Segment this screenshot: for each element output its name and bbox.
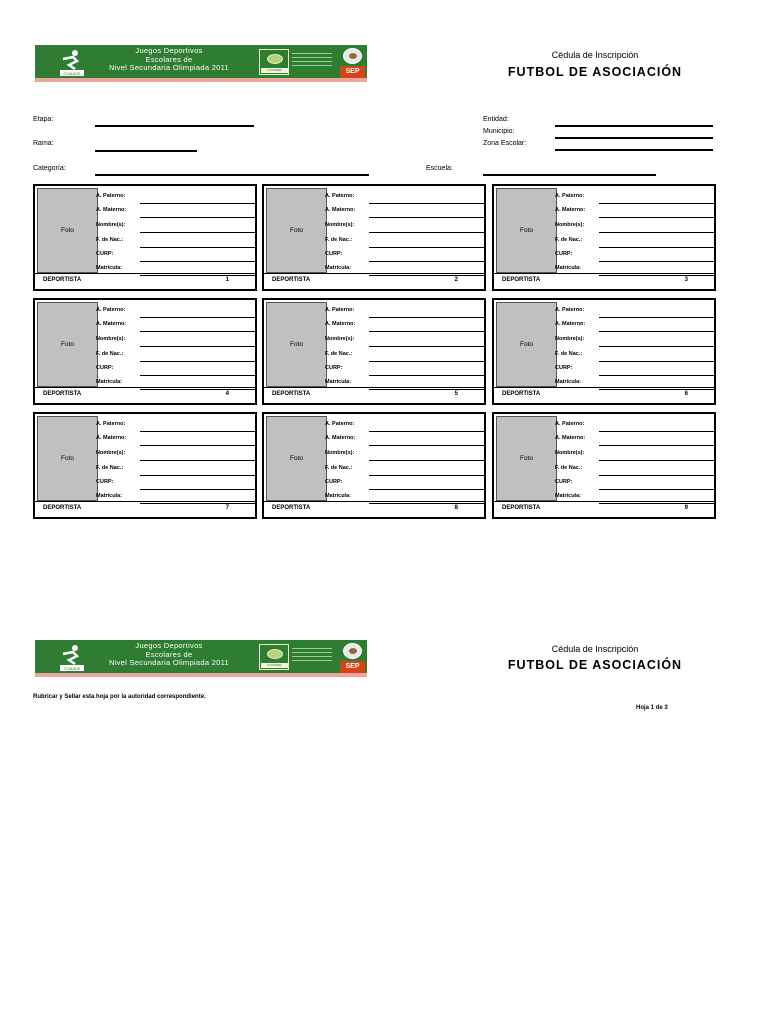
cedula-title: Cédula de Inscripción bbox=[551, 50, 639, 60]
athlete-field[interactable] bbox=[555, 219, 715, 233]
athlete-field-label: F. de Nac.: bbox=[325, 237, 353, 243]
athlete-card bbox=[492, 298, 716, 405]
athlete-field-label: A. Materno: bbox=[325, 207, 356, 213]
athlete-field[interactable] bbox=[96, 362, 256, 376]
escuela-field[interactable] bbox=[483, 174, 656, 176]
sport-title-2: FUTBOL DE ASOCIACIÓN bbox=[507, 658, 683, 672]
entidad-label: Entidad: bbox=[483, 116, 509, 123]
athlete-field-label: F. de Nac.: bbox=[325, 465, 353, 471]
cedula-title-2: Cédula de Inscripción bbox=[551, 644, 639, 654]
athlete-field-line[interactable] bbox=[599, 346, 715, 347]
deportista-label: DEPORTISTA bbox=[502, 505, 541, 511]
athlete-field-line[interactable] bbox=[369, 460, 485, 461]
svg-text:CONADE: CONADE bbox=[63, 71, 81, 76]
athlete-field-label: Nombre(s): bbox=[555, 336, 585, 342]
eagle-seal-icon bbox=[343, 643, 362, 659]
athlete-field-label: Matrícula: bbox=[325, 265, 351, 271]
athlete-field-label: Nombre(s): bbox=[96, 222, 126, 228]
deportista-label: DEPORTISTA bbox=[502, 277, 541, 283]
athlete-field[interactable] bbox=[325, 476, 485, 490]
athlete-field-label: Matrícula: bbox=[96, 265, 122, 271]
athlete-field-label: A. Paterno: bbox=[555, 193, 585, 199]
athlete-field-line[interactable] bbox=[599, 460, 715, 461]
athlete-card bbox=[262, 298, 486, 405]
athlete-field[interactable] bbox=[325, 362, 485, 376]
deportista-label: DEPORTISTA bbox=[43, 505, 82, 511]
categoria-field[interactable] bbox=[95, 174, 369, 176]
athlete-field[interactable] bbox=[555, 190, 715, 204]
athlete-field[interactable] bbox=[555, 204, 715, 218]
athlete-field-line[interactable] bbox=[140, 232, 256, 233]
athlete-field-line[interactable] bbox=[369, 346, 485, 347]
athlete-number: 2 bbox=[454, 277, 458, 283]
athlete-field-line[interactable] bbox=[140, 445, 256, 446]
athlete-field-line[interactable] bbox=[599, 445, 715, 446]
athlete-field-label: CURP: bbox=[555, 365, 573, 371]
athlete-field-label: A. Paterno: bbox=[325, 307, 355, 313]
deportista-label: DEPORTISTA bbox=[502, 391, 541, 397]
photo-placeholder[interactable]: Foto bbox=[37, 416, 98, 501]
athlete-field-line[interactable] bbox=[140, 346, 256, 347]
athlete-field-line[interactable] bbox=[369, 217, 485, 218]
athlete-field-label: Matrícula: bbox=[555, 265, 581, 271]
rama-label: Rama: bbox=[33, 140, 54, 147]
athlete-field[interactable] bbox=[96, 333, 256, 347]
athlete-field-label: Matrícula: bbox=[96, 493, 122, 499]
athlete-field-line[interactable] bbox=[599, 217, 715, 218]
athlete-field[interactable] bbox=[96, 432, 256, 446]
athlete-field-label: CURP: bbox=[325, 479, 343, 485]
athlete-field-label: CURP: bbox=[96, 365, 114, 371]
athlete-field-label: Nombre(s): bbox=[325, 222, 355, 228]
page-counter: Hoja 1 de 3 bbox=[636, 705, 668, 711]
athlete-field[interactable] bbox=[96, 304, 256, 318]
athlete-field-label: A. Paterno: bbox=[325, 421, 355, 427]
athlete-field-label: A. Materno: bbox=[555, 207, 586, 213]
athlete-field[interactable] bbox=[96, 219, 256, 233]
conade-logo-icon bbox=[59, 49, 85, 77]
condeba-logo: CONDEBA bbox=[259, 644, 289, 670]
etapa-label: Etapa: bbox=[33, 116, 54, 123]
athlete-card-footer bbox=[494, 387, 714, 403]
photo-placeholder[interactable]: Foto bbox=[266, 416, 327, 501]
athlete-field[interactable] bbox=[555, 418, 715, 432]
athlete-field[interactable] bbox=[325, 333, 485, 347]
athlete-number: 8 bbox=[454, 505, 458, 511]
athlete-field[interactable] bbox=[96, 190, 256, 204]
deportista-label: DEPORTISTA bbox=[43, 391, 82, 397]
athlete-card-footer bbox=[264, 273, 484, 289]
logo-fine-print bbox=[292, 648, 332, 668]
athlete-field-label: Matrícula: bbox=[555, 379, 581, 385]
zona-escolar-label: Zona Escolar: bbox=[483, 140, 527, 147]
deportista-label: DEPORTISTA bbox=[272, 391, 311, 397]
athlete-field-label: A. Materno: bbox=[325, 435, 356, 441]
athlete-field-line[interactable] bbox=[369, 232, 485, 233]
athlete-number: 9 bbox=[684, 505, 688, 511]
athlete-field[interactable] bbox=[325, 348, 485, 362]
athlete-field[interactable] bbox=[325, 248, 485, 262]
athlete-field-line[interactable] bbox=[369, 445, 485, 446]
athlete-card bbox=[262, 412, 486, 519]
athlete-field[interactable] bbox=[555, 348, 715, 362]
athlete-field[interactable] bbox=[325, 462, 485, 476]
athlete-field-label: A. Paterno: bbox=[96, 421, 126, 427]
municipio-field[interactable] bbox=[555, 137, 713, 139]
rama-field[interactable] bbox=[95, 150, 197, 152]
athlete-field-label: Nombre(s): bbox=[96, 336, 126, 342]
athlete-field[interactable] bbox=[96, 462, 256, 476]
deportista-label: DEPORTISTA bbox=[272, 505, 311, 511]
athlete-field[interactable] bbox=[96, 476, 256, 490]
deportista-label: DEPORTISTA bbox=[272, 277, 311, 283]
athlete-card bbox=[33, 184, 257, 291]
athlete-field[interactable] bbox=[555, 447, 715, 461]
athlete-card bbox=[492, 184, 716, 291]
athlete-card bbox=[33, 412, 257, 519]
athlete-field-label: CURP: bbox=[325, 251, 343, 257]
athlete-field-label: A. Materno: bbox=[96, 321, 127, 327]
athlete-card-footer bbox=[264, 501, 484, 517]
athlete-card-footer bbox=[494, 501, 714, 517]
athlete-field-label: Nombre(s): bbox=[325, 450, 355, 456]
athlete-field[interactable] bbox=[555, 476, 715, 490]
photo-placeholder[interactable]: Foto bbox=[496, 416, 557, 501]
athlete-field-label: F. de Nac.: bbox=[96, 465, 124, 471]
athlete-field[interactable] bbox=[555, 248, 715, 262]
sep-logo: SEP bbox=[340, 642, 365, 673]
athlete-field-label: Nombre(s): bbox=[555, 222, 585, 228]
athlete-field[interactable] bbox=[96, 418, 256, 432]
athlete-field-label: Matrícula: bbox=[555, 493, 581, 499]
photo-placeholder[interactable]: Foto bbox=[496, 188, 557, 273]
deportista-label: DEPORTISTA bbox=[43, 277, 82, 283]
athlete-field-label: F. de Nac.: bbox=[555, 351, 583, 357]
athlete-field[interactable] bbox=[555, 234, 715, 248]
athlete-field-line[interactable] bbox=[140, 460, 256, 461]
athlete-field[interactable] bbox=[325, 447, 485, 461]
athlete-field-label: Matrícula: bbox=[325, 493, 351, 499]
athlete-field-label: A. Materno: bbox=[555, 321, 586, 327]
athlete-field-line[interactable] bbox=[140, 331, 256, 332]
photo-placeholder[interactable]: Foto bbox=[266, 188, 327, 273]
athlete-field[interactable] bbox=[325, 318, 485, 332]
athlete-field[interactable] bbox=[555, 432, 715, 446]
athlete-field-label: A. Materno: bbox=[96, 207, 127, 213]
athlete-field-label: CURP: bbox=[325, 365, 343, 371]
athlete-field[interactable] bbox=[325, 234, 485, 248]
athlete-field-label: A. Materno: bbox=[555, 435, 586, 441]
sport-title: FUTBOL DE ASOCIACIÓN bbox=[507, 65, 683, 79]
athlete-number: 5 bbox=[454, 391, 458, 397]
athlete-field-label: Nombre(s): bbox=[325, 336, 355, 342]
athlete-field[interactable] bbox=[96, 234, 256, 248]
photo-placeholder[interactable]: Foto bbox=[496, 302, 557, 387]
athlete-card-footer bbox=[264, 387, 484, 403]
athlete-card-footer bbox=[494, 273, 714, 289]
authority-note: Rubricar y Sellar esta hoja por la autoridad correspondiente. bbox=[33, 694, 206, 700]
athlete-field[interactable] bbox=[325, 304, 485, 318]
athlete-card-footer bbox=[35, 273, 255, 289]
athlete-field-label: CURP: bbox=[96, 251, 114, 257]
municipio-label: Municipio: bbox=[483, 128, 515, 135]
athlete-field-label: A. Paterno: bbox=[555, 307, 585, 313]
categoria-label: Categoría: bbox=[33, 165, 66, 172]
athlete-card-footer bbox=[35, 501, 255, 517]
athlete-field[interactable] bbox=[555, 333, 715, 347]
athlete-card-footer bbox=[35, 387, 255, 403]
athlete-number: 3 bbox=[684, 277, 688, 283]
athlete-field[interactable] bbox=[555, 462, 715, 476]
athlete-card bbox=[262, 184, 486, 291]
photo-placeholder[interactable]: Foto bbox=[266, 302, 327, 387]
photo-placeholder[interactable]: Foto bbox=[37, 302, 98, 387]
athlete-field-label: F. de Nac.: bbox=[555, 237, 583, 243]
etapa-field[interactable] bbox=[95, 125, 254, 127]
athlete-field[interactable] bbox=[555, 304, 715, 318]
event-banner-2 bbox=[35, 640, 367, 677]
eagle-seal-icon bbox=[343, 48, 362, 64]
athlete-field-label: Matrícula: bbox=[96, 379, 122, 385]
athlete-field[interactable] bbox=[325, 204, 485, 218]
athlete-number: 4 bbox=[225, 391, 229, 397]
athlete-card bbox=[492, 412, 716, 519]
event-title: Juegos Deportivos Escolares de Nivel Secundaria Olimpiada 2011 bbox=[108, 46, 230, 72]
athlete-field[interactable] bbox=[96, 204, 256, 218]
athlete-field-line[interactable] bbox=[599, 232, 715, 233]
athlete-field-label: A. Paterno: bbox=[325, 193, 355, 199]
athlete-field-label: A. Paterno: bbox=[96, 193, 126, 199]
athlete-field-label: Nombre(s): bbox=[96, 450, 126, 456]
athlete-field[interactable] bbox=[325, 190, 485, 204]
athlete-card bbox=[33, 298, 257, 405]
athlete-field-label: A. Paterno: bbox=[555, 421, 585, 427]
athlete-field-label: F. de Nac.: bbox=[555, 465, 583, 471]
athlete-field-label: Nombre(s): bbox=[555, 450, 585, 456]
event-banner bbox=[35, 45, 367, 82]
athlete-field-label: CURP: bbox=[555, 479, 573, 485]
athlete-field-line[interactable] bbox=[599, 331, 715, 332]
svg-text:CONADE: CONADE bbox=[63, 666, 81, 671]
athlete-field-label: F. de Nac.: bbox=[96, 351, 124, 357]
athlete-field-label: F. de Nac.: bbox=[96, 237, 124, 243]
logo-fine-print bbox=[292, 53, 332, 73]
athlete-field-line[interactable] bbox=[369, 331, 485, 332]
athlete-field[interactable] bbox=[96, 248, 256, 262]
athlete-field-label: A. Paterno: bbox=[96, 307, 126, 313]
condeba-logo: CONDEBA bbox=[259, 49, 289, 75]
zona-escolar-field[interactable] bbox=[555, 149, 713, 151]
athlete-number: 6 bbox=[684, 391, 688, 397]
athlete-field-line[interactable] bbox=[140, 217, 256, 218]
athlete-number: 7 bbox=[225, 505, 229, 511]
athlete-field-label: CURP: bbox=[96, 479, 114, 485]
athlete-field[interactable] bbox=[555, 318, 715, 332]
escuela-label: Escuela: bbox=[426, 165, 453, 172]
athlete-field-label: A. Materno: bbox=[96, 435, 127, 441]
athlete-field-label: CURP: bbox=[555, 251, 573, 257]
photo-placeholder[interactable]: Foto bbox=[37, 188, 98, 273]
conade-logo-icon bbox=[59, 644, 85, 672]
athlete-field-label: A. Materno: bbox=[325, 321, 356, 327]
athlete-field[interactable] bbox=[555, 362, 715, 376]
athlete-field[interactable] bbox=[96, 318, 256, 332]
athlete-field-label: Matrícula: bbox=[325, 379, 351, 385]
athlete-number: 1 bbox=[225, 277, 229, 283]
athlete-field[interactable] bbox=[325, 418, 485, 432]
entidad-field[interactable] bbox=[555, 125, 713, 127]
event-title: Juegos Deportivos Escolares de Nivel Secundaria Olimpiada 2011 bbox=[108, 641, 230, 667]
athlete-field[interactable] bbox=[96, 447, 256, 461]
athlete-field[interactable] bbox=[325, 219, 485, 233]
sep-logo: SEP bbox=[340, 47, 365, 78]
athlete-field[interactable] bbox=[96, 348, 256, 362]
athlete-field-label: F. de Nac.: bbox=[325, 351, 353, 357]
athlete-field[interactable] bbox=[325, 432, 485, 446]
